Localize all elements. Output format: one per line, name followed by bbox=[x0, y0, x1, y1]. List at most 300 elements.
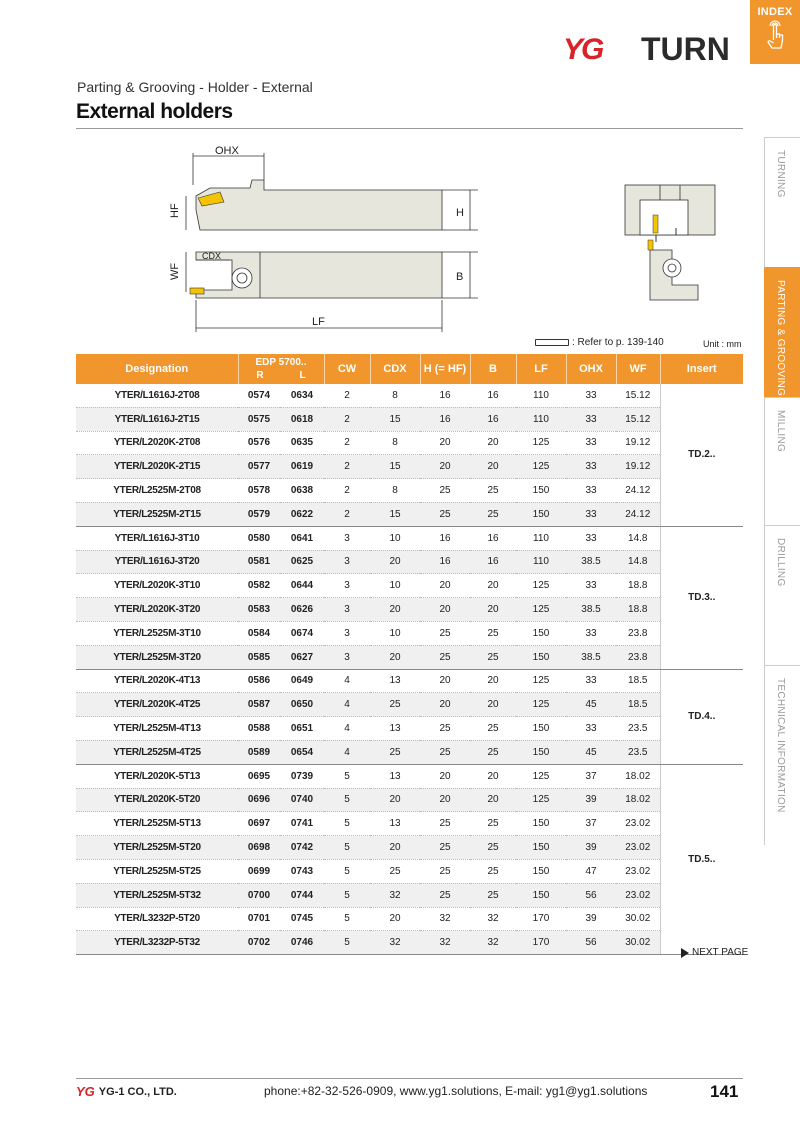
wf-cell: 30.02 bbox=[616, 931, 660, 955]
ohx-cell: 33 bbox=[566, 407, 616, 431]
table-row bbox=[76, 621, 743, 645]
side-tab-label: TECHNICAL INFORMATION bbox=[775, 678, 786, 813]
cdx-cell: 10 bbox=[370, 526, 420, 550]
table-row bbox=[76, 907, 743, 931]
edp-r-cell: 0579 bbox=[238, 502, 280, 526]
side-tabs bbox=[764, 137, 800, 845]
page-number: 141 bbox=[710, 1082, 739, 1101]
h-cell: 25 bbox=[420, 621, 470, 645]
table-row bbox=[76, 717, 743, 741]
b-cell: 16 bbox=[470, 384, 516, 407]
col-edp-l: L bbox=[299, 370, 306, 381]
col-edp-label: EDP 5700.. bbox=[255, 357, 307, 368]
breadcrumb: Parting & Grooving - Holder - External bbox=[77, 79, 313, 95]
insert-shape bbox=[653, 215, 658, 233]
cw-cell: 5 bbox=[324, 836, 370, 860]
edp-l-cell: 0650 bbox=[280, 693, 324, 717]
edp-r-cell: 0695 bbox=[238, 764, 280, 788]
play-arrow-icon bbox=[681, 948, 689, 958]
col-wf: WF bbox=[616, 354, 660, 384]
b-cell: 25 bbox=[470, 479, 516, 503]
h-cell: 25 bbox=[420, 502, 470, 526]
wf-cell: 18.8 bbox=[616, 598, 660, 622]
edp-l-cell: 0674 bbox=[280, 621, 324, 645]
h-cell: 32 bbox=[420, 931, 470, 955]
h-cell: 25 bbox=[420, 479, 470, 503]
table-row bbox=[76, 384, 743, 407]
ohx-cell: 33 bbox=[566, 502, 616, 526]
col-edp-r: R bbox=[256, 370, 264, 381]
cdx-cell: 15 bbox=[370, 455, 420, 479]
designation-cell: YTER/L2525M-5T25 bbox=[76, 859, 238, 883]
ohx-cell: 37 bbox=[566, 764, 616, 788]
h-cell: 25 bbox=[420, 812, 470, 836]
side-tab-parting-grooving[interactable] bbox=[764, 267, 800, 397]
designation-cell: YTER/L2525M-3T20 bbox=[76, 645, 238, 669]
lf-cell: 150 bbox=[516, 859, 566, 883]
b-cell: 25 bbox=[470, 645, 516, 669]
next-page-label: NEXT PAGE bbox=[692, 947, 749, 958]
ohx-cell: 37 bbox=[566, 812, 616, 836]
lf-cell: 110 bbox=[516, 384, 566, 407]
ohx-cell: 39 bbox=[566, 788, 616, 812]
table-row bbox=[76, 550, 743, 574]
lf-cell: 170 bbox=[516, 907, 566, 931]
designation-cell: YTER/L2525M-3T10 bbox=[76, 621, 238, 645]
wf-label: WF bbox=[169, 262, 181, 280]
cdx-cell: 25 bbox=[370, 740, 420, 764]
designation-cell: YTER/L1616J-2T15 bbox=[76, 407, 238, 431]
footer-logo-mark: YG bbox=[76, 1084, 95, 1099]
edp-r-cell: 0577 bbox=[238, 455, 280, 479]
lf-cell: 150 bbox=[516, 740, 566, 764]
insert-cell: TD.2.. bbox=[660, 384, 743, 526]
edp-l-cell: 0742 bbox=[280, 836, 324, 860]
edp-l-cell: 0622 bbox=[280, 502, 324, 526]
ohx-cell: 38.5 bbox=[566, 645, 616, 669]
b-cell: 32 bbox=[470, 907, 516, 931]
h-cell: 16 bbox=[420, 407, 470, 431]
ohx-cell: 33 bbox=[566, 669, 616, 693]
cw-cell: 3 bbox=[324, 621, 370, 645]
insert-cell: TD.4.. bbox=[660, 669, 743, 764]
ohx-cell: 38.5 bbox=[566, 550, 616, 574]
ohx-cell: 33 bbox=[566, 621, 616, 645]
cw-cell: 5 bbox=[324, 764, 370, 788]
b-cell: 25 bbox=[470, 502, 516, 526]
h-cell: 25 bbox=[420, 645, 470, 669]
col-edp bbox=[238, 354, 324, 384]
cw-cell: 3 bbox=[324, 645, 370, 669]
wf-cell: 23.02 bbox=[616, 859, 660, 883]
cdx-cell: 20 bbox=[370, 550, 420, 574]
lf-cell: 150 bbox=[516, 717, 566, 741]
page-title: External holders bbox=[76, 100, 233, 123]
h-cell: 20 bbox=[420, 693, 470, 717]
cw-cell: 2 bbox=[324, 502, 370, 526]
edp-r-cell: 0702 bbox=[238, 931, 280, 955]
edp-r-cell: 0584 bbox=[238, 621, 280, 645]
holder-symbol-icon bbox=[535, 339, 569, 346]
cdx-cell: 15 bbox=[370, 407, 420, 431]
h-cell: 20 bbox=[420, 669, 470, 693]
col-h: H (= HF) bbox=[420, 354, 470, 384]
edp-r-cell: 0578 bbox=[238, 479, 280, 503]
ohx-cell: 45 bbox=[566, 740, 616, 764]
h-cell: 16 bbox=[420, 384, 470, 407]
table-row bbox=[76, 669, 743, 693]
edp-r-cell: 0700 bbox=[238, 883, 280, 907]
designation-cell: YTER/L2020K-2T15 bbox=[76, 455, 238, 479]
cw-cell: 5 bbox=[324, 788, 370, 812]
edp-r-cell: 0587 bbox=[238, 693, 280, 717]
b-cell: 20 bbox=[470, 574, 516, 598]
pointing-hand-icon bbox=[760, 20, 790, 54]
edp-r-cell: 0581 bbox=[238, 550, 280, 574]
h-cell: 20 bbox=[420, 764, 470, 788]
lf-cell: 125 bbox=[516, 431, 566, 455]
edp-r-cell: 0588 bbox=[238, 717, 280, 741]
side-tab-technical-information[interactable] bbox=[764, 665, 800, 845]
wf-cell: 18.02 bbox=[616, 764, 660, 788]
wf-cell: 23.02 bbox=[616, 883, 660, 907]
designation-cell: YTER/L2525M-5T20 bbox=[76, 836, 238, 860]
cw-cell: 3 bbox=[324, 526, 370, 550]
edp-l-cell: 0654 bbox=[280, 740, 324, 764]
edp-l-cell: 0619 bbox=[280, 455, 324, 479]
edp-r-cell: 0575 bbox=[238, 407, 280, 431]
b-cell: 20 bbox=[470, 788, 516, 812]
cw-cell: 2 bbox=[324, 407, 370, 431]
ohx-cell: 39 bbox=[566, 836, 616, 860]
hf-label: HF bbox=[169, 203, 181, 218]
wf-cell: 14.8 bbox=[616, 526, 660, 550]
edp-l-cell: 0651 bbox=[280, 717, 324, 741]
cw-cell: 2 bbox=[324, 384, 370, 407]
edp-l-cell: 0741 bbox=[280, 812, 324, 836]
wf-cell: 23.02 bbox=[616, 836, 660, 860]
wf-cell: 18.02 bbox=[616, 788, 660, 812]
cw-cell: 3 bbox=[324, 598, 370, 622]
index-tab-label: INDEX bbox=[757, 6, 793, 18]
designation-cell: YTER/L2525M-5T13 bbox=[76, 812, 238, 836]
cdx-cell: 13 bbox=[370, 717, 420, 741]
ohx-cell: 33 bbox=[566, 574, 616, 598]
insert-cell: TD.3.. bbox=[660, 526, 743, 669]
table-row bbox=[76, 407, 743, 431]
edp-r-cell: 0580 bbox=[238, 526, 280, 550]
cdx-label: CDX bbox=[202, 251, 222, 261]
cdx-cell: 25 bbox=[370, 859, 420, 883]
table-row bbox=[76, 693, 743, 717]
col-lf: LF bbox=[516, 354, 566, 384]
designation-cell: YTER/L2020K-3T10 bbox=[76, 574, 238, 598]
wf-cell: 23.8 bbox=[616, 621, 660, 645]
edp-l-cell: 0618 bbox=[280, 407, 324, 431]
edp-r-cell: 0589 bbox=[238, 740, 280, 764]
edp-r-cell: 0585 bbox=[238, 645, 280, 669]
h-cell: 25 bbox=[420, 717, 470, 741]
edp-l-cell: 0644 bbox=[280, 574, 324, 598]
cw-cell: 5 bbox=[324, 812, 370, 836]
h-cell: 16 bbox=[420, 526, 470, 550]
table-row bbox=[76, 883, 743, 907]
lf-cell: 110 bbox=[516, 407, 566, 431]
table-row bbox=[76, 479, 743, 503]
table-row bbox=[76, 836, 743, 860]
wf-cell: 24.12 bbox=[616, 479, 660, 503]
designation-cell: YTER/L2020K-5T13 bbox=[76, 764, 238, 788]
side-tab-milling[interactable] bbox=[764, 397, 800, 525]
lf-cell: 150 bbox=[516, 479, 566, 503]
cdx-cell: 13 bbox=[370, 764, 420, 788]
ohx-cell: 33 bbox=[566, 526, 616, 550]
wf-cell: 15.12 bbox=[616, 407, 660, 431]
b-cell: 16 bbox=[470, 550, 516, 574]
table-row bbox=[76, 931, 743, 955]
wf-cell: 23.5 bbox=[616, 717, 660, 741]
edp-l-cell: 0626 bbox=[280, 598, 324, 622]
edp-r-cell: 0698 bbox=[238, 836, 280, 860]
cdx-cell: 10 bbox=[370, 621, 420, 645]
h-cell: 32 bbox=[420, 907, 470, 931]
cw-cell: 2 bbox=[324, 479, 370, 503]
designation-cell: YTER/L1616J-3T20 bbox=[76, 550, 238, 574]
edp-r-cell: 0697 bbox=[238, 812, 280, 836]
footer-logo bbox=[76, 1084, 177, 1099]
edp-r-cell: 0699 bbox=[238, 859, 280, 883]
cdx-cell: 20 bbox=[370, 645, 420, 669]
cdx-cell: 8 bbox=[370, 431, 420, 455]
b-cell: 25 bbox=[470, 621, 516, 645]
cdx-cell: 13 bbox=[370, 812, 420, 836]
lf-cell: 125 bbox=[516, 788, 566, 812]
lf-cell: 150 bbox=[516, 812, 566, 836]
side-tab-turning[interactable] bbox=[764, 137, 800, 267]
b-cell: 25 bbox=[470, 812, 516, 836]
cw-cell: 5 bbox=[324, 859, 370, 883]
b-cell: 25 bbox=[470, 717, 516, 741]
spec-table-body bbox=[76, 384, 743, 955]
refer-note bbox=[535, 337, 664, 348]
ohx-cell: 33 bbox=[566, 479, 616, 503]
edp-r-cell: 0696 bbox=[238, 788, 280, 812]
cdx-cell: 8 bbox=[370, 384, 420, 407]
table-row bbox=[76, 812, 743, 836]
lf-cell: 150 bbox=[516, 883, 566, 907]
wf-cell: 18.5 bbox=[616, 669, 660, 693]
table-row bbox=[76, 502, 743, 526]
edp-l-cell: 0744 bbox=[280, 883, 324, 907]
wf-cell: 19.12 bbox=[616, 455, 660, 479]
side-tab-label: TURNING bbox=[775, 150, 786, 198]
wf-cell: 15.12 bbox=[616, 384, 660, 407]
unit-label: Unit : mm bbox=[703, 339, 742, 349]
designation-cell: YTER/L2525M-4T25 bbox=[76, 740, 238, 764]
col-b: B bbox=[470, 354, 516, 384]
side-tab-label: DRILLING bbox=[775, 538, 786, 587]
b-cell: 25 bbox=[470, 836, 516, 860]
b-cell: 25 bbox=[470, 740, 516, 764]
table-row bbox=[76, 859, 743, 883]
lf-cell: 125 bbox=[516, 455, 566, 479]
h-cell: 20 bbox=[420, 788, 470, 812]
cw-cell: 4 bbox=[324, 669, 370, 693]
cdx-cell: 32 bbox=[370, 931, 420, 955]
wf-cell: 19.12 bbox=[616, 431, 660, 455]
table-row bbox=[76, 764, 743, 788]
edp-l-cell: 0634 bbox=[280, 384, 324, 407]
wf-cell: 23.02 bbox=[616, 812, 660, 836]
designation-cell: YTER/L3232P-5T32 bbox=[76, 931, 238, 955]
wf-cell: 18.5 bbox=[616, 693, 660, 717]
side-tab-label: MILLING bbox=[775, 410, 786, 453]
designation-cell: YTER/L2020K-5T20 bbox=[76, 788, 238, 812]
ohx-cell: 33 bbox=[566, 431, 616, 455]
edp-r-cell: 0576 bbox=[238, 431, 280, 455]
yg-turn-logo bbox=[563, 31, 747, 71]
insert-shape bbox=[648, 240, 653, 250]
designation-cell: YTER/L1616J-3T10 bbox=[76, 526, 238, 550]
edp-r-cell: 0574 bbox=[238, 384, 280, 407]
logo-name: TURN bbox=[641, 31, 730, 67]
next-page-link[interactable] bbox=[681, 947, 748, 958]
wf-cell: 23.8 bbox=[616, 645, 660, 669]
title-divider bbox=[76, 128, 743, 129]
lf-cell: 125 bbox=[516, 598, 566, 622]
h-label: H bbox=[456, 207, 464, 219]
h-cell: 16 bbox=[420, 550, 470, 574]
edp-l-cell: 0635 bbox=[280, 431, 324, 455]
insert-shape bbox=[190, 288, 204, 294]
lf-label: LF bbox=[312, 316, 325, 328]
b-cell: 16 bbox=[470, 407, 516, 431]
edp-l-cell: 0641 bbox=[280, 526, 324, 550]
lf-cell: 125 bbox=[516, 574, 566, 598]
footer-contact: phone:+82-32-526-0909, www.yg1.solutions, E-mail: yg1@yg1.solutions bbox=[264, 1084, 648, 1098]
cw-cell: 3 bbox=[324, 550, 370, 574]
footer-divider bbox=[76, 1078, 743, 1079]
cw-cell: 2 bbox=[324, 431, 370, 455]
designation-cell: YTER/L2020K-3T20 bbox=[76, 598, 238, 622]
side-tab-drilling[interactable] bbox=[764, 525, 800, 665]
b-label: B bbox=[456, 271, 464, 283]
ohx-cell: 56 bbox=[566, 931, 616, 955]
lf-cell: 125 bbox=[516, 764, 566, 788]
index-tab[interactable] bbox=[750, 0, 800, 64]
edp-l-cell: 0649 bbox=[280, 669, 324, 693]
ohx-cell: 33 bbox=[566, 384, 616, 407]
table-row bbox=[76, 574, 743, 598]
table-row bbox=[76, 598, 743, 622]
lf-cell: 125 bbox=[516, 669, 566, 693]
lf-cell: 110 bbox=[516, 526, 566, 550]
h-cell: 20 bbox=[420, 431, 470, 455]
wf-cell: 30.02 bbox=[616, 907, 660, 931]
lf-cell: 150 bbox=[516, 645, 566, 669]
wf-cell: 23.5 bbox=[616, 740, 660, 764]
spec-table bbox=[76, 354, 743, 955]
col-insert: Insert bbox=[660, 354, 743, 384]
lf-cell: 150 bbox=[516, 621, 566, 645]
col-cdx: CDX bbox=[370, 354, 420, 384]
b-cell: 16 bbox=[470, 526, 516, 550]
ohx-cell: 47 bbox=[566, 859, 616, 883]
ohx-cell: 33 bbox=[566, 455, 616, 479]
cw-cell: 5 bbox=[324, 907, 370, 931]
edp-l-cell: 0743 bbox=[280, 859, 324, 883]
wf-cell: 14.8 bbox=[616, 550, 660, 574]
ohx-cell: 39 bbox=[566, 907, 616, 931]
b-cell: 20 bbox=[470, 764, 516, 788]
designation-cell: YTER/L2525M-4T13 bbox=[76, 717, 238, 741]
cw-cell: 3 bbox=[324, 574, 370, 598]
cw-cell: 4 bbox=[324, 717, 370, 741]
h-cell: 20 bbox=[420, 574, 470, 598]
lf-cell: 150 bbox=[516, 502, 566, 526]
company-name: YG-1 CO., LTD. bbox=[98, 1085, 177, 1098]
designation-cell: YTER/L3232P-5T20 bbox=[76, 907, 238, 931]
table-row bbox=[76, 526, 743, 550]
designation-cell: YTER/L2020K-4T25 bbox=[76, 693, 238, 717]
side-tab-label: PARTING & GROOVING bbox=[775, 280, 786, 397]
designation-cell: YTER/L2525M-5T32 bbox=[76, 883, 238, 907]
lf-cell: 125 bbox=[516, 693, 566, 717]
h-cell: 20 bbox=[420, 455, 470, 479]
col-designation: Designation bbox=[76, 354, 238, 384]
b-cell: 25 bbox=[470, 883, 516, 907]
h-cell: 25 bbox=[420, 859, 470, 883]
cdx-cell: 15 bbox=[370, 502, 420, 526]
table-row bbox=[76, 431, 743, 455]
h-cell: 25 bbox=[420, 836, 470, 860]
cw-cell: 5 bbox=[324, 931, 370, 955]
cdx-cell: 20 bbox=[370, 788, 420, 812]
col-cw: CW bbox=[324, 354, 370, 384]
cw-cell: 5 bbox=[324, 883, 370, 907]
designation-cell: YTER/L2020K-2T08 bbox=[76, 431, 238, 455]
b-cell: 20 bbox=[470, 693, 516, 717]
edp-r-cell: 0701 bbox=[238, 907, 280, 931]
edp-l-cell: 0627 bbox=[280, 645, 324, 669]
edp-r-cell: 0582 bbox=[238, 574, 280, 598]
b-cell: 25 bbox=[470, 859, 516, 883]
cw-cell: 4 bbox=[324, 740, 370, 764]
designation-cell: YTER/L2525M-2T15 bbox=[76, 502, 238, 526]
h-cell: 20 bbox=[420, 598, 470, 622]
lf-cell: 170 bbox=[516, 931, 566, 955]
designation-cell: YTER/L2020K-4T13 bbox=[76, 669, 238, 693]
h-cell: 25 bbox=[420, 883, 470, 907]
lf-cell: 110 bbox=[516, 550, 566, 574]
ohx-cell: 45 bbox=[566, 693, 616, 717]
table-row bbox=[76, 455, 743, 479]
ohx-cell: 38.5 bbox=[566, 598, 616, 622]
designation-cell: YTER/L2525M-2T08 bbox=[76, 479, 238, 503]
cw-cell: 4 bbox=[324, 693, 370, 717]
b-cell: 20 bbox=[470, 669, 516, 693]
edp-l-cell: 0745 bbox=[280, 907, 324, 931]
designation-cell: YTER/L1616J-2T08 bbox=[76, 384, 238, 407]
cdx-cell: 20 bbox=[370, 907, 420, 931]
b-cell: 20 bbox=[470, 431, 516, 455]
h-cell: 25 bbox=[420, 740, 470, 764]
cdx-cell: 13 bbox=[370, 669, 420, 693]
b-cell: 32 bbox=[470, 931, 516, 955]
table-row bbox=[76, 788, 743, 812]
edp-l-cell: 0746 bbox=[280, 931, 324, 955]
holder-drawing bbox=[160, 140, 464, 340]
